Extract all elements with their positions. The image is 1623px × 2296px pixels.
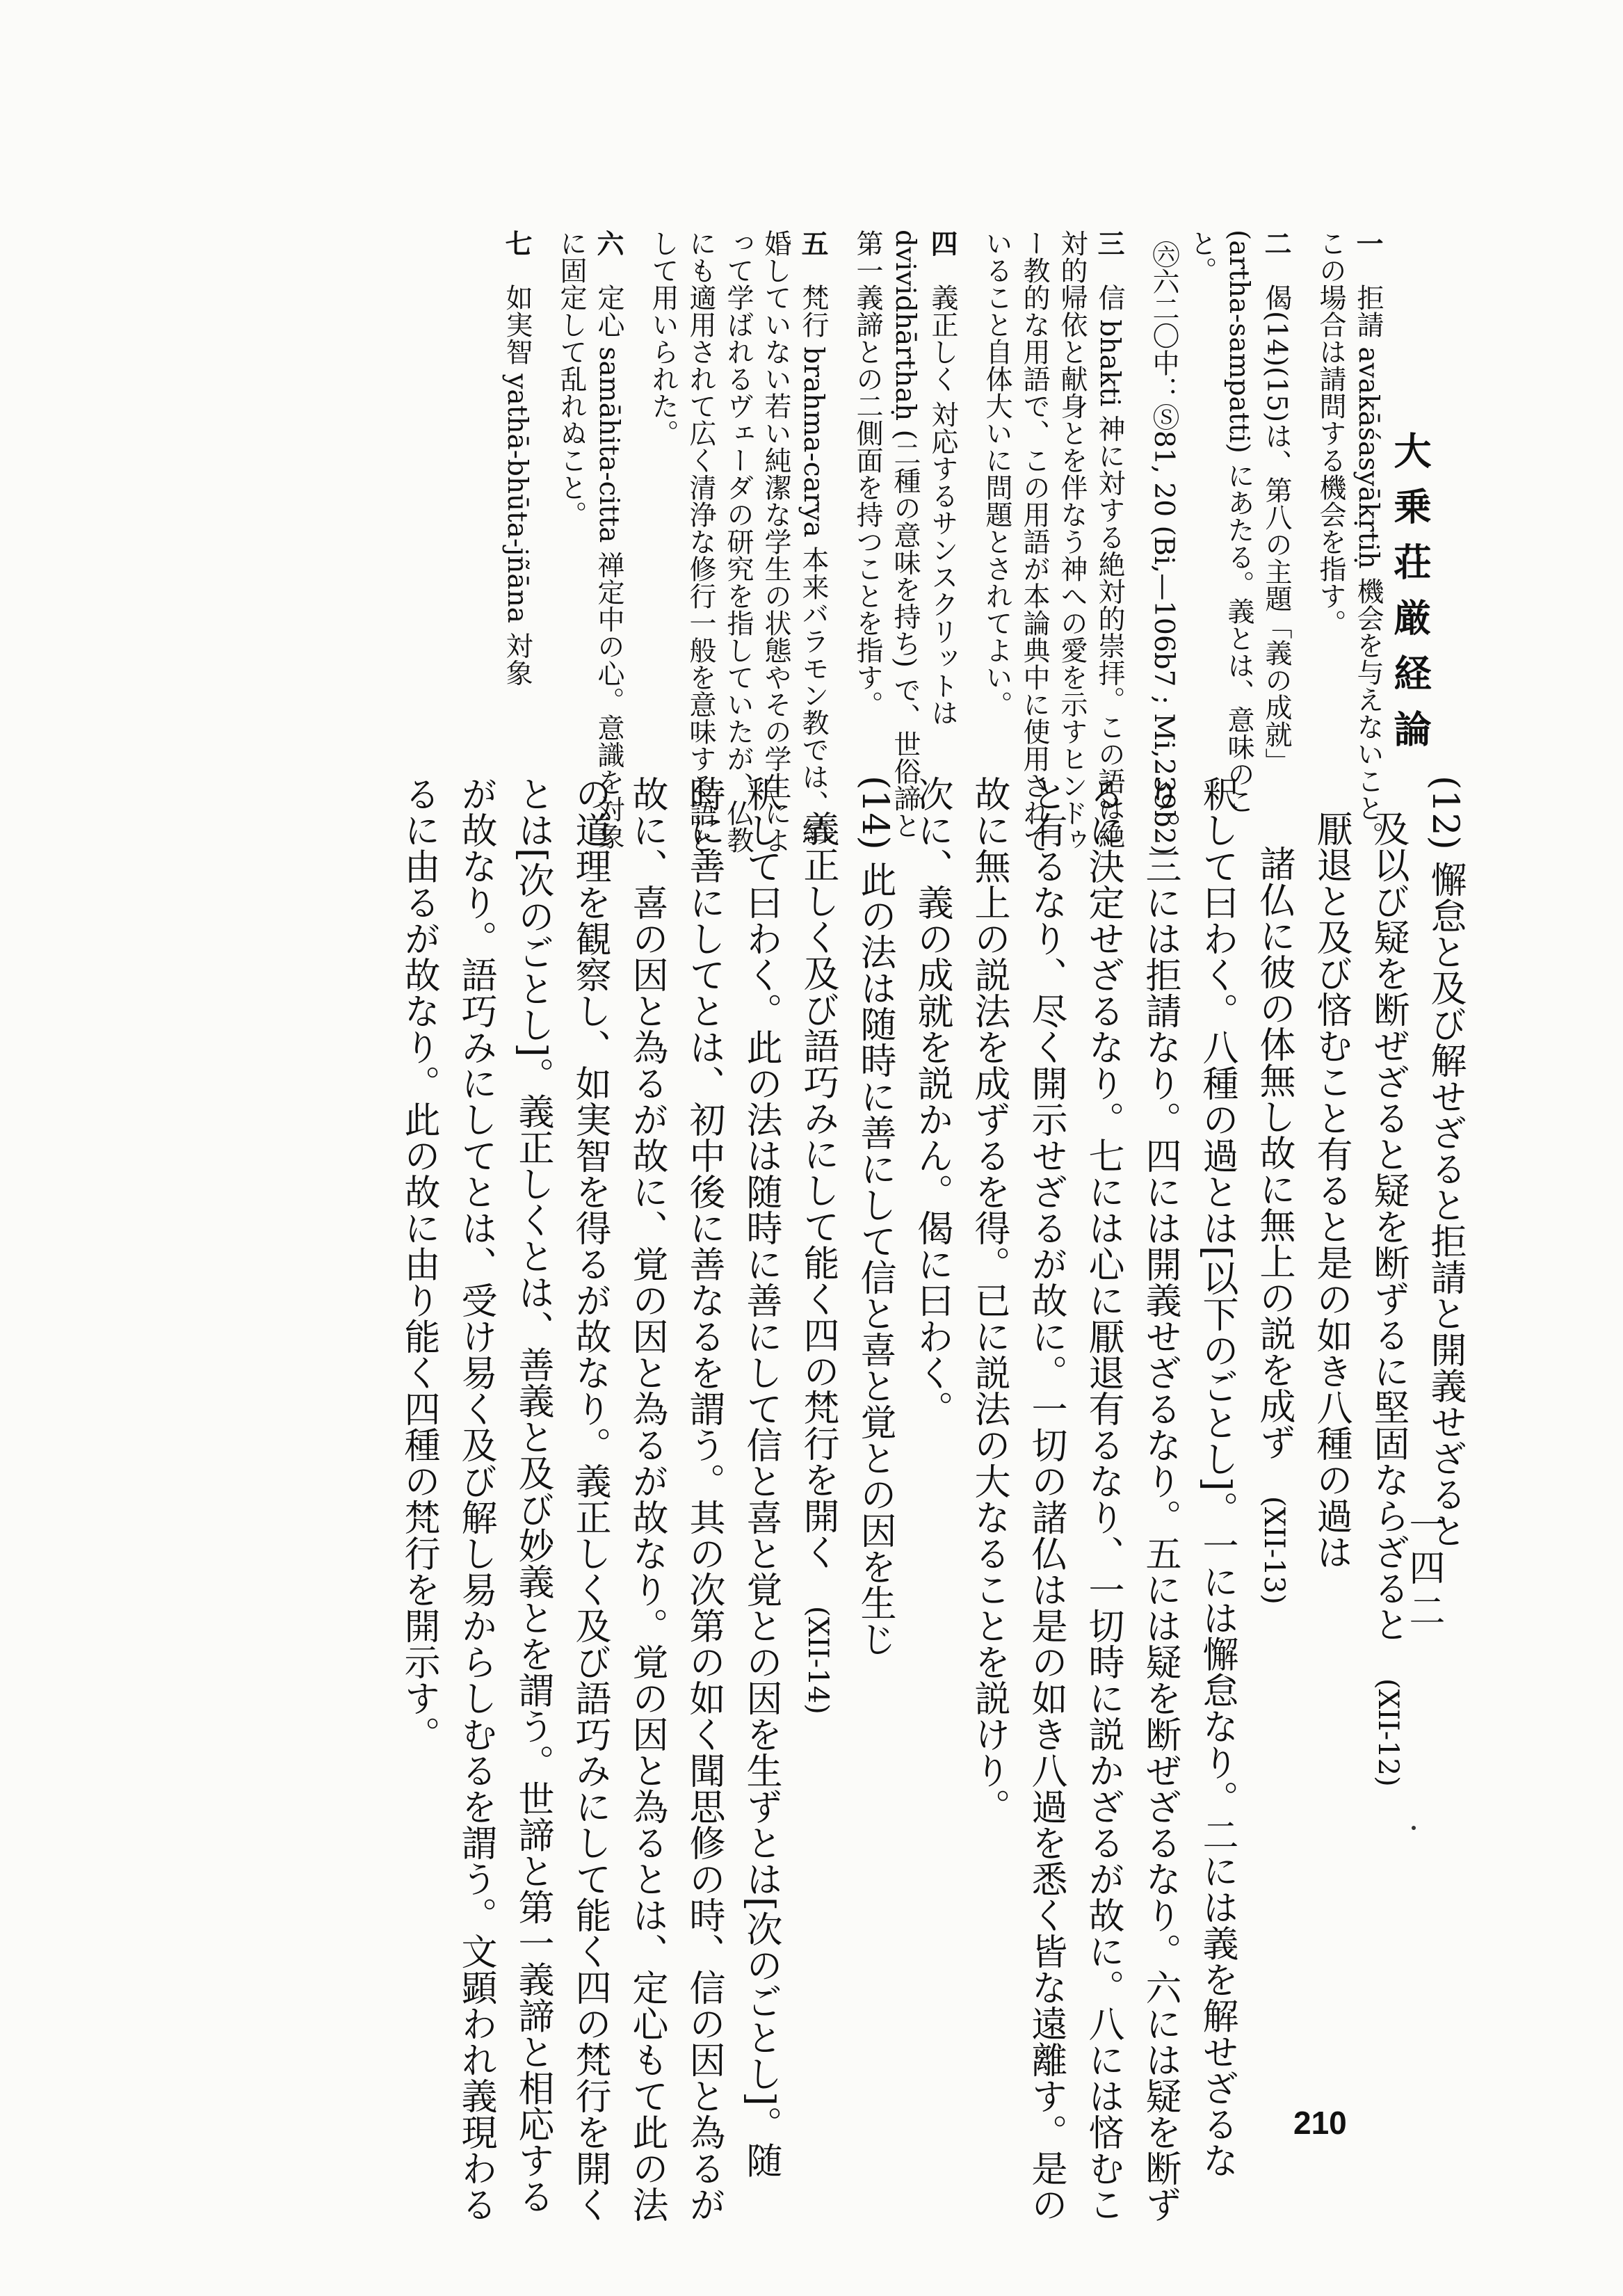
prose-line: 次に、義の成就を説かん。偈に曰わく。: [911, 776, 953, 1427]
prose-line: 故に無上の説法を成ずるを得。已に説法の大なることを説けり。: [968, 776, 1010, 1824]
note-1: 一 拒請 avakāśasyākṛtiḥ 機会を与えないこと。この場合は請問する機会を指す。: [1315, 230, 1384, 849]
prose-line: 故に、喜の因と為るが故に、覚の因と為るが故なり。覚の因と為るとは、定心もて此の法: [626, 776, 668, 2222]
prose-line: 釈して曰わく。此の法は随時に善にして信と喜と覚との因を生ずとは[次のごとし]。随: [740, 776, 782, 2178]
note-3: 三 信 bhakti 神に対する絶対的崇拝。この語は絶対的帰依と献身とを伴なう神への愛を示すヒンドゥー教的な用語で、この用語が本論典中に使用されていること自体大いに問題とされてよい。: [981, 230, 1125, 853]
verse-14-line-1: (14) 此の法は随時に善にして信と喜と覚との因を生じ: [854, 776, 896, 1657]
prose-line: が故なり。語巧みにしてとは、受け易く及び解し易からしむるを謂う。文顕われ義現わる: [455, 776, 496, 2222]
verse-12-line-3: 厭退と及び悋むこと有ると是の如き八種の過は: [1310, 810, 1352, 1570]
verse-14-line-2: 義正しく及び語巧みにして能く四の梵行を開く (XII-14): [797, 810, 839, 1715]
verse-12-line-1: (12) 懈怠と及び解せざると拒請と開義せざると: [1424, 776, 1466, 1549]
verse-12-line-2: 及以び疑を断ぜざると疑を断ずるに堅固ならざると (XII-12): [1367, 810, 1409, 1787]
note-5: 五 梵行 brahma-carya 本来バラモン教では、結婚していない若い純潔な学生の状態やその学生によって学ばれるヴェーダの研究を指していたが、仏教にも適用されて広く清浄な修行一般を意味する語として用いられた。: [647, 230, 829, 853]
prose-line: 釈して曰わく。八種の過とは[以下のごとし]。一には懈怠なり。二には義を解せざるな: [1196, 776, 1238, 2178]
prose-line: 時に善にしてとは、初中後に善なるを謂う。其の次第の如く聞思修の時、信の因と為るが: [683, 776, 725, 2222]
prose-line: と有るなり、尽く開示せざるが故に。一切の諸仏は是の如き八過を悉く皆な遠離す。是の: [1025, 776, 1067, 2222]
book-title: 大乗荘厳経論: [1388, 431, 1432, 765]
note-2: 二 偈(14)(15)は、第八の主題「義の成就」(artha-sampatti) にあたる。義とは、意味のこと。: [1186, 230, 1292, 815]
verse-13-line: 諸仏に彼の体無し故に無上の説を成ず (XII-13): [1253, 845, 1295, 1605]
prose-line: とは[次のごとし]。義正しくとは、善義と及び妙義とを謂う。世諦と第一義諦と相応する: [512, 776, 554, 2215]
footnotes: [498, 230, 1387, 856]
page-number: 210: [1293, 2105, 1347, 2141]
note-2-reference: ㊅六二〇中：Ⓢ81, 20 (Bi,—106b7 ; Mi,239b2): [1148, 241, 1179, 856]
prose-line: るに決定せざるなり。七には心に厭退有るなり、一切時に説かざるが故に。八には悋むこ: [1082, 776, 1124, 2222]
prose-line: り。三には拒請なり。四には開義せざるなり。五には疑を断ぜざるなり。六には疑を断ず: [1139, 776, 1181, 2222]
prose-line: の道理を観察し、如実智を得るが故なり。義正しく及び語巧みにして能く四の梵行を開く: [569, 776, 611, 2222]
page-label-kanji: 一四二: [1403, 1506, 1444, 1635]
note-6: 六 定心 samāhita-citta 禅定中の心。意識を対象に固定して乱れぬこと。: [556, 230, 624, 850]
prose-line: るに由るが故なり。此の故に由り能く四種の梵行を開示す。: [398, 776, 439, 1752]
note-7: 七 如実智 yathā-bhūta-jñāna 対象: [501, 230, 533, 687]
note-4: 四 義正しく 対応するサンスクリットは dvividhārthaḥ (二種の意味を持ち) で、世俗諦と第一義諦との二側面を持つことを指す。: [852, 230, 958, 840]
